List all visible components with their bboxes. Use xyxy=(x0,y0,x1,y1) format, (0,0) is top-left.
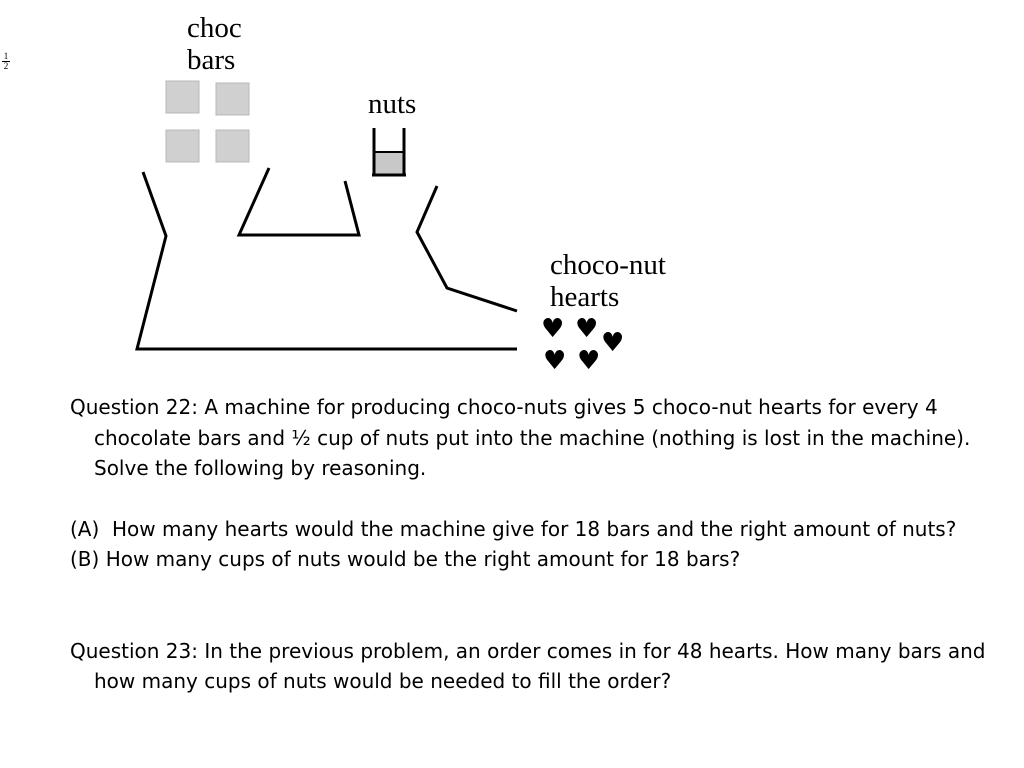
nuts-label: nuts xyxy=(368,88,417,120)
heart-icon: ♥ xyxy=(575,314,599,344)
output-label-line1: choco-nut xyxy=(550,249,666,281)
nuts-cup xyxy=(372,128,406,175)
part-a-key: (A) xyxy=(70,516,100,541)
question-text-block xyxy=(70,392,1010,697)
question-22-part-b xyxy=(70,544,1010,575)
machine-outline xyxy=(137,168,517,349)
heart-icon: ♥ xyxy=(601,328,625,358)
choco-nut-hearts-label xyxy=(550,249,666,313)
question-23: Question 23: In the previous problem, an order comes in for 48 hearts. How many bars and how many cups of nuts would be needed to fill the order? xyxy=(70,638,986,693)
choc-label-line2: bars xyxy=(187,44,236,76)
output-label-line2: hearts xyxy=(550,281,620,313)
heart-icon: ♥ xyxy=(541,314,565,344)
choc-bar-square xyxy=(216,130,249,162)
choc-bars-label xyxy=(187,12,242,76)
heart-icon: ♥ xyxy=(543,346,567,376)
part-a-text: How many hearts would the machine give for 18 bars and the right amount of nuts? xyxy=(112,516,957,541)
part-b-text: How many cups of nuts would be the right amount for 18 bars? xyxy=(105,547,741,571)
choc-bar-square xyxy=(166,130,199,162)
question-22-intro: Question 22: A machine for producing choco-nuts gives 5 choco-nut hearts for every 4 chocolate bars and ½ cup of nuts put into the machine (nothing is lost in the machine). Solve the following by reasoning. xyxy=(70,395,971,480)
choc-bar-square xyxy=(216,83,249,115)
choc-bar-square xyxy=(166,81,199,113)
part-b-key: (B) xyxy=(70,547,100,571)
heart-icon: ♥ xyxy=(577,346,601,376)
fraction-denominator: 2 xyxy=(3,61,9,71)
fraction-numerator: 1 xyxy=(3,51,9,61)
question-22-part-a xyxy=(70,514,1010,545)
choc-label-line1: choc xyxy=(187,12,242,44)
